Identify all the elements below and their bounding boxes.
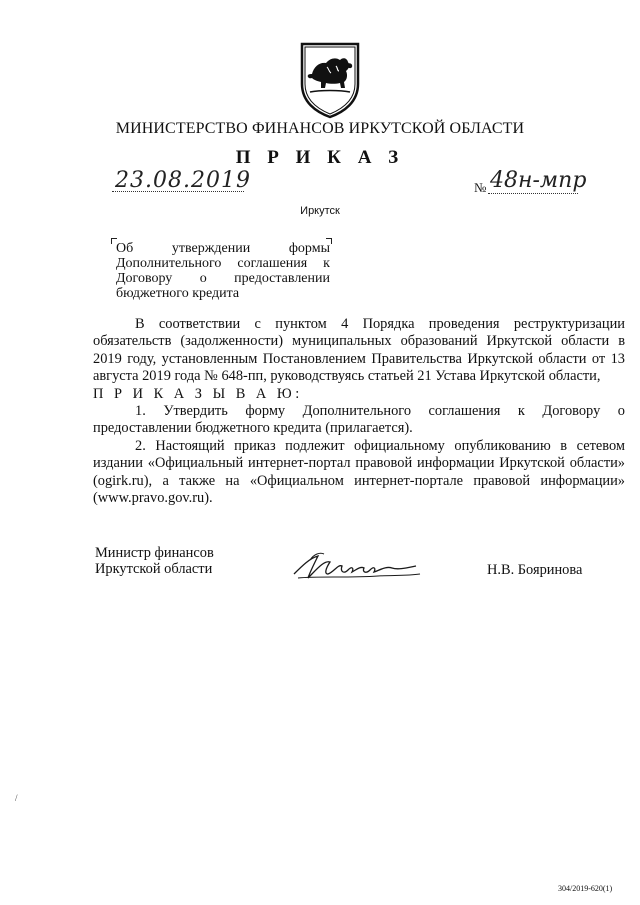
order-item-2: 2. Настоящий приказ подлежит официальному опубликованию в сетевом издании «Официальный интернет-портал правовой информации Иркутской области» (ogirk.ru), а также на «Официальном интернет-портале правовой информации» (www.pravo.gov.ru). (93, 437, 625, 507)
order-number: 48н-мпр (490, 168, 587, 193)
signatory-position (95, 545, 214, 577)
order-word: П Р И К А З Ы В А Ю: (93, 385, 303, 402)
signatory-name: Н.В. Бояринова (487, 562, 583, 578)
number-label: № (474, 180, 487, 195)
ministry-title: МИНИСТЕРСТВО ФИНАНСОВ ИРКУТСКОЙ ОБЛАСТИ (115, 120, 525, 137)
coat-of-arms-icon (296, 40, 364, 120)
subject-line: бюджетного кредита (116, 286, 240, 301)
document-code: 304/2019-620(1) (558, 884, 613, 893)
position-line: Иркутской области (95, 561, 213, 577)
order-item-1: 1. Утвердить форму Дополнительного соглашения к Договору о предоставлении бюджетного кредита (прилагается). (93, 403, 625, 437)
subject-block (116, 241, 330, 301)
margin-mark: / (15, 793, 18, 803)
number-underline (488, 193, 578, 194)
preamble-paragraph: В соответствии с пунктом 4 Порядка проведения реструктуризации обязательств (задолженности) муниципальных образований Иркутской области в 2019 году, установленным Постановлением Правительства Иркутской области от 13 августа 2019 года № 648-пп, руководствуясь статьей 21 Устава Иркутской области, (93, 316, 625, 385)
city: Иркутск (300, 205, 340, 217)
subject-line: Дополнительного соглашения к (116, 256, 330, 271)
subject-line: Об утверждении формы (116, 241, 330, 256)
document-type-title: П Р И К А З (235, 147, 405, 168)
handwritten-signature (288, 544, 428, 588)
subject-line: Договору о предоставлении (116, 271, 330, 286)
date-underline (112, 191, 244, 192)
order-body (93, 316, 625, 507)
order-date: 23.08.2019 (115, 168, 251, 193)
position-line: Министр финансов (95, 545, 214, 561)
